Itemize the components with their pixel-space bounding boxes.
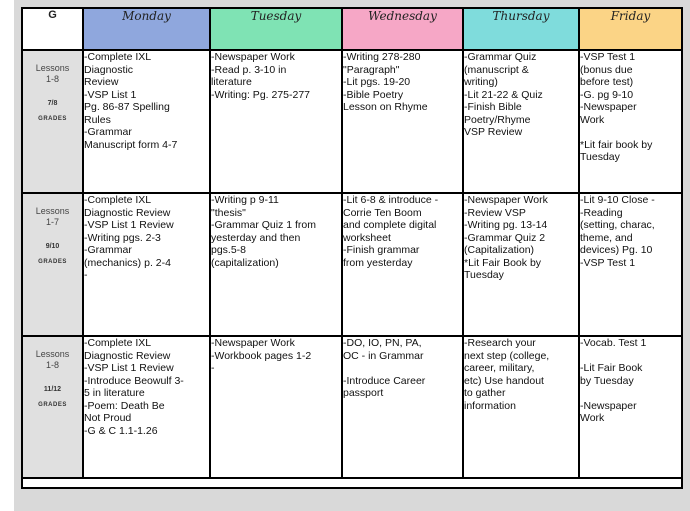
cell-thursday: -Newspaper Work -Review VSP -Writing pg. 13-14 -Grammar Quiz 2 (Capitalization) *Lit Fair Book by Tuesday — [463, 193, 579, 336]
cell-friday: -Lit 9-10 Close - -Reading (setting, charac, theme, and devices) Pg. 10 -VSP Test 1 — [579, 193, 682, 336]
grades-word: GRADES — [38, 259, 67, 265]
grade-row-9-10 — [22, 193, 682, 336]
cell-friday: -VSP Test 1 (bonus due before test) -G. pg 9-10 -Newspaper Work *Lit fair book by Tuesday — [579, 50, 682, 193]
cell-thursday: -Grammar Quiz (manuscript & writing) -Lit 21-22 & Quiz -Finish Bible Poetry/Rhyme VSP Review — [463, 50, 579, 193]
grade-header: G — [22, 8, 83, 50]
grade-row-7-8 — [22, 50, 682, 193]
footer-row — [22, 478, 682, 488]
lessons-label: Lessons 1-8 — [35, 63, 70, 84]
day-header-friday: Friday — [579, 8, 682, 50]
grade-label: 7/8 — [47, 100, 58, 107]
grades-word: GRADES — [38, 116, 67, 122]
day-header-thursday: Thursday — [463, 8, 579, 50]
cell-monday: -Complete IXL Diagnostic Review -VSP List 1 Review -Writing pgs. 2-3 -Grammar (mechanics) p. 2-4 - — [83, 193, 210, 336]
header-row — [22, 8, 682, 50]
row-label — [22, 336, 83, 478]
cell-tuesday: -Writing p 9-11 "thesis" -Grammar Quiz 1 from yesterday and then pgs.5-8 (capitalization) — [210, 193, 342, 336]
grades-word: GRADES — [38, 402, 67, 408]
cell-wednesday: -DO, IO, PN, PA, OC - in Grammar -Introduce Career passport — [342, 336, 463, 478]
cell-wednesday: -Lit 6-8 & introduce - Corrie Ten Boom and complete digital worksheet -Finish grammar from yesterday — [342, 193, 463, 336]
grade-label: 11/12 — [43, 386, 62, 393]
cell-friday: -Vocab. Test 1 -Lit Fair Book by Tuesday -Newspaper Work — [579, 336, 682, 478]
lessons-label: Lessons 1-7 — [35, 206, 70, 227]
day-header-wednesday: Wednesday — [342, 8, 463, 50]
cell-thursday: -Research your next step (college, career, military, etc) Use handout to gather information — [463, 336, 579, 478]
schedule-table — [21, 7, 683, 489]
cell-monday: -Complete IXL Diagnostic Review -VSP List 1 Pg. 86-87 Spelling Rules -Grammar Manuscript form 4-7 — [83, 50, 210, 193]
cell-tuesday: -Newspaper Work -Read p. 3-10 in literature -Writing: Pg. 275-277 — [210, 50, 342, 193]
grade-label: 9/10 — [45, 243, 60, 250]
cell-wednesday: -Writing 278-280 "Paragraph" -Lit pgs. 19-20 -Bible Poetry Lesson on Rhyme — [342, 50, 463, 193]
lessons-label: Lessons 1-8 — [35, 349, 70, 370]
cell-tuesday: -Newspaper Work -Workbook pages 1-2 - — [210, 336, 342, 478]
cell-monday: -Complete IXL Diagnostic Review -VSP List 1 Review -Introduce Beowulf 3- 5 in literature -Poem: Death Be Not Proud -G & C 1.1-1.26 — [83, 336, 210, 478]
footer-cell — [22, 478, 682, 488]
day-header-monday: Monday — [83, 8, 210, 50]
row-label — [22, 193, 83, 336]
row-label — [22, 50, 83, 193]
day-header-tuesday: Tuesday — [210, 8, 342, 50]
grade-row-11-12 — [22, 336, 682, 478]
